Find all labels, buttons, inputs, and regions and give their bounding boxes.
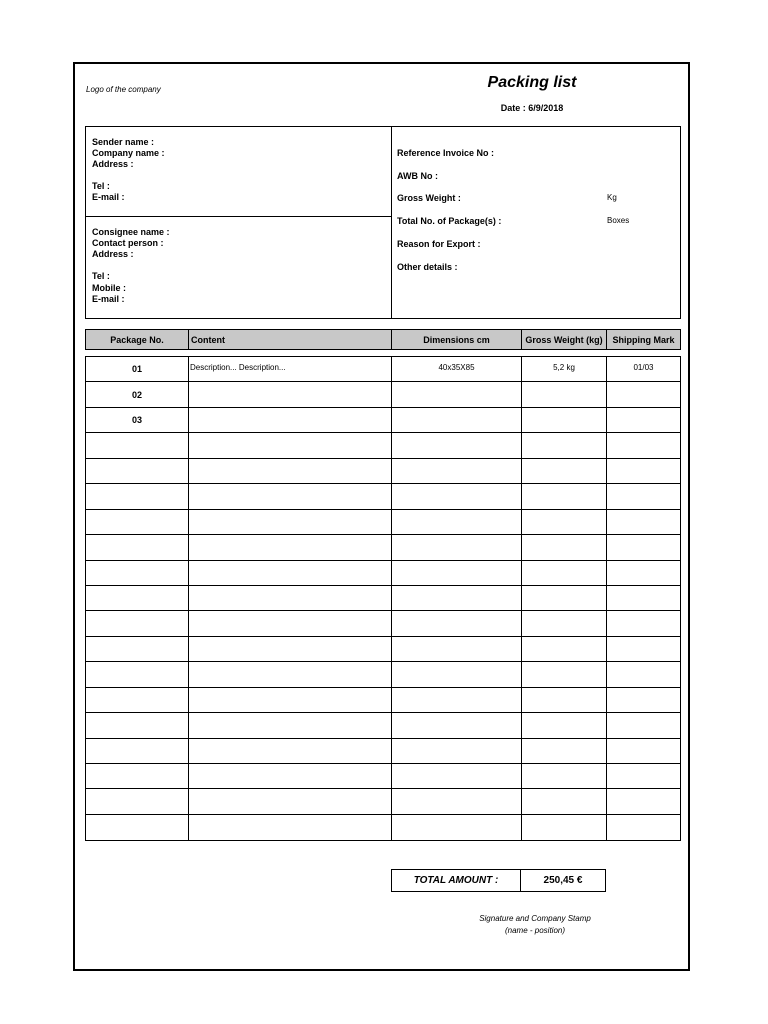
cell-shipping-mark (607, 815, 680, 840)
cell-package-no (86, 510, 189, 534)
cell-shipping-mark (607, 561, 680, 585)
column-header-package-no: Package No. (86, 330, 189, 349)
document-date: Date : 6/9/2018 (500, 103, 564, 113)
other-details-label: Other details : (397, 262, 458, 272)
cell-gross-weight: 5,2 kg (522, 357, 607, 381)
total-amount-value: 250,45 € (520, 869, 606, 892)
cell-content (189, 382, 392, 406)
reason-export-label: Reason for Export : (397, 239, 481, 249)
cell-content (189, 586, 392, 610)
consignee-mobile-label: Mobile : (92, 283, 126, 293)
cell-shipping-mark (607, 713, 680, 737)
cell-shipping-mark (607, 433, 680, 457)
cell-content (189, 408, 392, 432)
gross-weight-unit: Kg (607, 193, 617, 202)
gross-weight-label: Gross Weight : (397, 193, 461, 203)
cell-dimensions (392, 535, 522, 559)
cell-gross-weight (522, 382, 607, 406)
cell-dimensions (392, 408, 522, 432)
table-row (86, 357, 680, 382)
cell-package-no (86, 611, 189, 635)
table-row (86, 484, 680, 509)
cell-content (189, 433, 392, 457)
cell-gross-weight (522, 561, 607, 585)
cell-dimensions (392, 739, 522, 763)
cell-package-no (86, 459, 189, 483)
table-row (86, 561, 680, 586)
cell-content (189, 713, 392, 737)
packing-table-header (85, 329, 681, 350)
cell-content (189, 535, 392, 559)
sender-name-label: Sender name : (92, 137, 155, 147)
cell-dimensions (392, 688, 522, 712)
company-logo-placeholder: Logo of the company (86, 85, 161, 94)
column-header-content: Content (189, 330, 392, 349)
cell-dimensions (392, 611, 522, 635)
cell-dimensions (392, 510, 522, 534)
cell-shipping-mark (607, 789, 680, 813)
cell-gross-weight (522, 789, 607, 813)
cell-package-no: 02 (86, 382, 189, 406)
cell-shipping-mark (607, 637, 680, 661)
cell-gross-weight (522, 510, 607, 534)
cell-package-no (86, 484, 189, 508)
cell-gross-weight (522, 688, 607, 712)
cell-dimensions (392, 789, 522, 813)
cell-package-no (86, 764, 189, 788)
cell-shipping-mark (607, 688, 680, 712)
cell-gross-weight (522, 764, 607, 788)
company-name-label: Company name : (92, 148, 165, 158)
cell-content (189, 815, 392, 840)
cell-content (189, 611, 392, 635)
cell-package-no (86, 586, 189, 610)
cell-package-no: 03 (86, 408, 189, 432)
table-row (86, 408, 680, 433)
sender-email-label: E-mail : (92, 192, 125, 202)
cell-dimensions (392, 662, 522, 686)
cell-dimensions (392, 815, 522, 840)
cell-content (189, 484, 392, 508)
table-row (86, 637, 680, 662)
table-row (86, 662, 680, 687)
cell-gross-weight (522, 713, 607, 737)
cell-dimensions (392, 484, 522, 508)
total-amount-label: TOTAL AMOUNT : (391, 869, 521, 892)
signature-sublabel: (name - position) (504, 926, 566, 935)
cell-package-no (86, 739, 189, 763)
cell-shipping-mark: 01/03 (633, 363, 654, 372)
cell-gross-weight (522, 662, 607, 686)
reference-invoice-label: Reference Invoice No : (397, 148, 495, 158)
cell-shipping-mark (607, 739, 680, 763)
cell-dimensions (392, 637, 522, 661)
cell-shipping-mark (607, 459, 680, 483)
cell-content (189, 764, 392, 788)
cell-content: Description... Description... (189, 357, 392, 381)
total-packages-label: Total No. of Package(s) : (397, 216, 502, 226)
cell-content (189, 561, 392, 585)
cell-content (189, 637, 392, 661)
column-header-gross-weight: Gross Weight (kg) (522, 330, 607, 349)
table-row (86, 739, 680, 764)
sender-tel-label: Tel : (92, 181, 110, 191)
consignee-name-label: Consignee name : (92, 227, 170, 237)
cell-package-no (86, 662, 189, 686)
cell-shipping-mark (607, 662, 680, 686)
cell-gross-weight (522, 433, 607, 457)
cell-gross-weight (522, 637, 607, 661)
cell-dimensions: 40x35X85 (392, 357, 522, 381)
consignee-address-label: Address : (92, 249, 134, 259)
consignee-tel-label: Tel : (92, 271, 110, 281)
cell-gross-weight (522, 408, 607, 432)
cell-dimensions (392, 764, 522, 788)
cell-content (189, 459, 392, 483)
table-row (86, 713, 680, 738)
cell-gross-weight (522, 484, 607, 508)
cell-gross-weight (522, 815, 607, 840)
table-row (86, 459, 680, 484)
consignee-email-label: E-mail : (92, 294, 125, 304)
table-row (86, 586, 680, 611)
cell-gross-weight (522, 459, 607, 483)
cell-content (189, 789, 392, 813)
document-title: Packing list (487, 74, 577, 91)
cell-shipping-mark (607, 586, 680, 610)
sender-address-label: Address : (92, 159, 134, 169)
cell-package-no (86, 688, 189, 712)
table-row (86, 611, 680, 636)
cell-shipping-mark (607, 611, 680, 635)
cell-package-no (86, 535, 189, 559)
cell-package-no (86, 433, 189, 457)
cell-content (189, 510, 392, 534)
table-row (86, 535, 680, 560)
cell-dimensions (392, 586, 522, 610)
cell-content (189, 662, 392, 686)
cell-shipping-mark (607, 510, 680, 534)
cell-gross-weight (522, 535, 607, 559)
table-row (86, 815, 680, 840)
cell-dimensions (392, 713, 522, 737)
cell-package-no (86, 561, 189, 585)
cell-shipping-mark (607, 408, 680, 432)
cell-gross-weight (522, 611, 607, 635)
awb-label: AWB No : (397, 171, 438, 181)
cell-dimensions (392, 459, 522, 483)
contact-person-label: Contact person : (92, 238, 164, 248)
cell-gross-weight (522, 739, 607, 763)
cell-dimensions (392, 382, 522, 406)
table-row (86, 382, 680, 407)
cell-package-no (86, 789, 189, 813)
packing-table-body (85, 356, 681, 841)
column-header-dimensions: Dimensions cm (392, 330, 522, 349)
table-row (86, 789, 680, 814)
cell-shipping-mark (607, 764, 680, 788)
cell-shipping-mark (607, 535, 680, 559)
cell-package-no: 01 (86, 357, 189, 381)
cell-content (189, 739, 392, 763)
cell-package-no (86, 637, 189, 661)
signature-label: Signature and Company Stamp (479, 914, 591, 923)
column-header-shipping-mark: Shipping Mark (612, 334, 675, 345)
table-row (86, 688, 680, 713)
cell-dimensions (392, 433, 522, 457)
table-row (86, 433, 680, 458)
cell-dimensions (392, 561, 522, 585)
table-row (86, 764, 680, 789)
cell-gross-weight (522, 586, 607, 610)
cell-content (189, 688, 392, 712)
total-packages-unit: Boxes (607, 216, 630, 225)
cell-shipping-mark (607, 382, 680, 406)
cell-package-no (86, 815, 189, 840)
cell-shipping-mark (607, 484, 680, 508)
table-row (86, 510, 680, 535)
cell-package-no (86, 713, 189, 737)
